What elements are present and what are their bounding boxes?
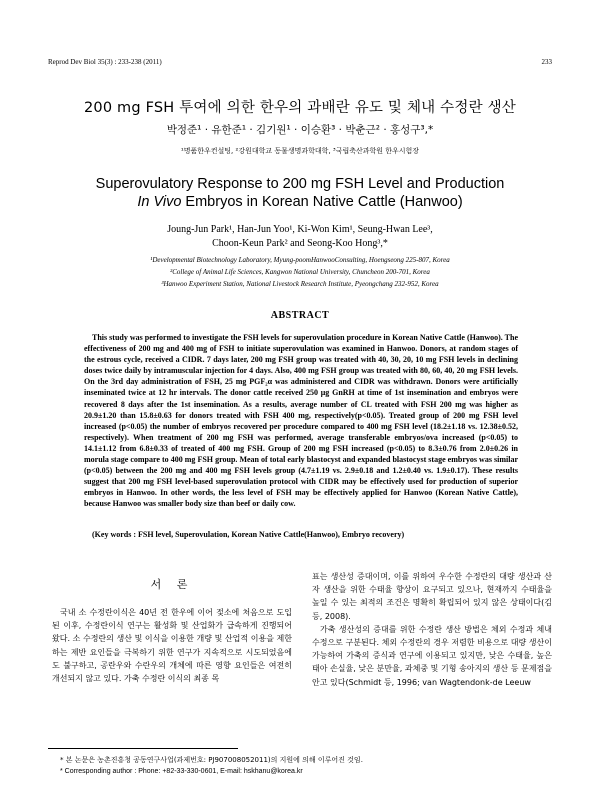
korean-authors: 박정준¹ · 유한준¹ · 김기원¹ · 이승환³ · 박춘근² · 홍성구³,* [166, 124, 434, 136]
funding-footnote: * 본 논문은 농촌진흥청 공동연구사업(과제번호: PJ907008052011)의 지원에 의해 이루어진 것임. [60, 756, 363, 764]
english-title-line2-rest: Embryos in Korean Native Cattle (Hanwoo) [181, 194, 463, 210]
affiliation-1: ¹Developmental Biotechnology Laboratory, Myung-poomHanwooConsulting, Hoengseong 225-807, Korea [150, 256, 450, 264]
page-number: 233 [541, 58, 552, 66]
running-header [48, 58, 552, 70]
journal-citation: Reprod Dev Biol 35(3) : 233-238 (2011) [48, 58, 162, 66]
english-authors-line1: Joung-Jun Park¹, Han-Jun Yoo¹, Ki-Won Kim¹, Seung-Hwan Lee³, [167, 224, 433, 235]
english-title-line1: Superovulatory Response to 200 mg FSH Level and Production [95, 176, 505, 192]
footnote-divider [48, 748, 238, 749]
keywords: (Key words : FSH level, Superovulation, Korean Native Cattle(Hanwoo), Embryo recovery) [92, 530, 405, 539]
in-vivo-italic: In Vivo [137, 194, 182, 210]
affiliation-2: ²College of Animal Life Sciences, Kangwon National University, Chuncheon 200-701, Korea [170, 268, 430, 276]
left-column-paragraph: 국내 소 수정란이식은 40년 전 한우에 이어 젖소에 처음으로 도입된 이후, 수정란이식 연구는 활성화 및 산업화가 급속하게 진행되어 왔다. 소 수정란의 생산 및 이식을 이용한 개량 및 산업적 이용을 제한하는 제반 요인들을 극복하기 위한 연구가 지속적으로 시도되었음에도 불구하고, 공란우와 수란우의 개체에 따른 영향 요인들은 여전히 개선되지 않고 있다. 가축 수정란 이식의 최종 목 [52, 608, 292, 684]
right-column-paragraph-1: 표는 생산성 증대이며, 이를 위하여 우수한 수정란의 대량 생산과 산자 생산을 위한 수태율 향상이 요구되고 있으나, 현재까지 수태율을 높일 수 있는 최적의 조건은 명확히 확립되어 있지 않은 상태이다(김 등, 2008). [312, 572, 552, 621]
affiliation-3: ³Hanwoo Experiment Station, National Livestock Research Institute, Pyeongchang 232-952, Korea [161, 280, 439, 288]
introduction-heading: 서 론 [150, 578, 194, 591]
korean-affiliations: ¹명품한우컨설팅, ²강원대학교 동물생명과학대학, ³국립축산과학원 한우시험장 [180, 147, 420, 155]
abstract-text: This study was performed to investigate the FSH levels for superovulation procedure in Korean Native Cattle (Hanwoo). The effectiveness of 200 mg and 400 mg of FSH to initiate superovulation was examined in Hanwoo. Donors, at random stages of the estrous cycle, received a CIDR. 7 days later, 200 mg FSH group was treated with 40, 30, 20, 10 mg FSH levels in declining doses twice daily by intramuscular injection for 4 days. Also, 400 mg FSH group was treated with 80, 60, 40, 20 mg FSH levels. On the 3rd day administration of FSH, 25 mg PGF₂α was administered and CIDR was withdrawn. Donors were artificially inseminated twice at 12 hr intervals. The donor cattle received 250 μg GnRH at time of 1st insemination and embryos were recovered 8 days after the 1st insemination. As a results, average number of CL treated with FSH 200 mg was higher as 20.9±1.20 than 15.8±0.63 for donors treated with FSH 400 mg, respectively(p<0.05). Treated group of 200 mg FSH level increased (p<0.05) the number of embryos recovered per procedure compared to 400 mg FSH level (18.2±1.18 vs. 12.38±0.52, respectively). When treatment of 200 mg FSH was performed, average transferable embryos/ova increased (p<0.05) to 14.1±1.12 from 6.8±0.33 of treated of 400 mg FSH. Group of 200 mg FSH increased (p<0.05) to 8.3±0.76 from 2.0±0.26 in morula stage compare to 400 mg FSH group. Mean of total early blastocyst and expanded blastocyst stage embryos was similar (p<0.05) between the 200 mg and 400 mg FSH levels group (4.7±1.19 vs. 2.9±0.18 and 1.2±0.40 vs. 1.9±0.17). These results suggest that 200 mg FSH level-based superovulation protocol with CIDR may be effectively used for production of superior embryos in Hanwoo. In other words, the less level of FSH may be effectively applied for Hanwoo (Korean Native Cattle), because Hanwoo was smaller body size than beef or daily cow. [84, 333, 518, 509]
right-column-paragraph-2: 가축 생산성의 증대를 위한 수정란 생산 방법은 체외 수정과 체내 수정으로 구분된다. 체외 수정란의 경우 저렴한 비용으로 대량 생산이 가능하여 가축의 증식과 연구에 이용되고 있지만, 낮은 수태율, 높은 태아 손실율, 낮은 분만율, 과체중 및 기형 송아지의 생산 등 문제점을 안고 있다(Schmidt 등, 1996; van Wagtendonk-de Leeuw [312, 624, 552, 687]
right-column [312, 570, 552, 689]
english-title-line2 [0, 194, 600, 210]
abstract-heading: ABSTRACT [270, 310, 330, 321]
corresponding-author-footnote: * Corresponding author : Phone: +82-33-330-0601, E-mail: hskhanu@korea.kr [60, 768, 303, 775]
korean-title: 200 mg FSH 투여에 의한 한우의 과배란 유도 및 체내 수정란 생산 [83, 100, 517, 116]
left-column [52, 570, 292, 685]
english-authors-line2: Choon-Keun Park² and Seong-Koo Hong³,* [212, 238, 388, 249]
